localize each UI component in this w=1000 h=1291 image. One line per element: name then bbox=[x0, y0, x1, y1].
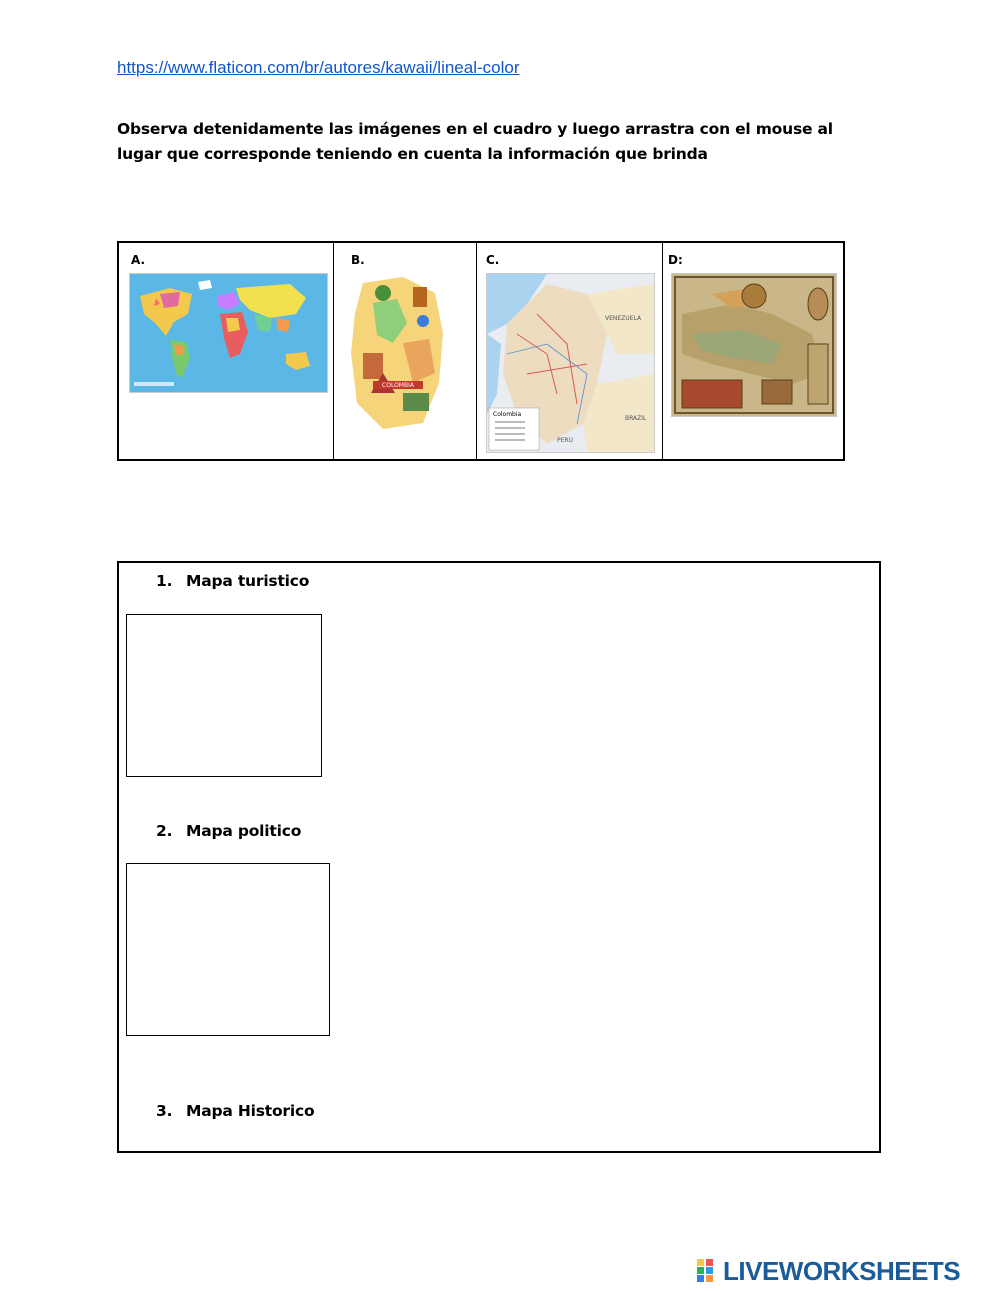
answer-box bbox=[117, 561, 881, 1153]
answer-number: 2. bbox=[156, 822, 173, 840]
answer-item-2 bbox=[156, 822, 301, 840]
answer-item-1 bbox=[156, 572, 309, 590]
drop-zone-1[interactable] bbox=[126, 614, 322, 777]
option-cell-c bbox=[476, 243, 663, 459]
option-label-b: B. bbox=[351, 253, 365, 267]
option-label-c: C. bbox=[486, 253, 500, 267]
option-cell-b bbox=[333, 243, 477, 459]
answer-label: Mapa turistico bbox=[186, 572, 310, 590]
liveworksheets-wordmark: LIVEWORKSHEETS bbox=[723, 1255, 961, 1286]
road-map-label-peru: PERU bbox=[557, 437, 573, 444]
colombia-tourist-map[interactable] bbox=[343, 273, 455, 435]
drop-zone-2[interactable] bbox=[126, 863, 330, 1036]
antique-historic-map[interactable] bbox=[671, 273, 837, 417]
answer-number: 1. bbox=[156, 572, 173, 590]
colombia-road-map[interactable] bbox=[486, 273, 655, 453]
image-options-table bbox=[117, 241, 845, 461]
instructions-text: Observa detenidamente las imágenes en el cuadro y luego arrastra con el mouse al lugar que corresponde teniendo en cuenta la información que brinda bbox=[117, 120, 833, 163]
source-link[interactable]: https://www.flaticon.com/br/autores/kawaii/lineal-color bbox=[117, 58, 520, 77]
answer-label: Mapa Historico bbox=[186, 1102, 315, 1120]
option-label-d: D: bbox=[668, 253, 683, 267]
liveworksheets-logo bbox=[697, 1255, 961, 1286]
option-label-a: A. bbox=[131, 253, 146, 267]
road-map-legend-title: Colombia bbox=[493, 411, 522, 418]
liveworksheets-icon bbox=[697, 1259, 721, 1283]
option-cell-d bbox=[662, 243, 845, 459]
answer-number: 3. bbox=[156, 1102, 173, 1120]
option-cell-a bbox=[119, 243, 334, 459]
tourist-map-banner: COLOMBIA bbox=[382, 382, 414, 389]
road-map-label-brazil: BRAZIL bbox=[625, 415, 647, 422]
road-map-label-venezuela: VENEZUELA bbox=[605, 315, 642, 322]
answer-item-3 bbox=[156, 1102, 314, 1120]
world-political-map[interactable] bbox=[129, 273, 328, 393]
answer-label: Mapa politico bbox=[186, 822, 302, 840]
